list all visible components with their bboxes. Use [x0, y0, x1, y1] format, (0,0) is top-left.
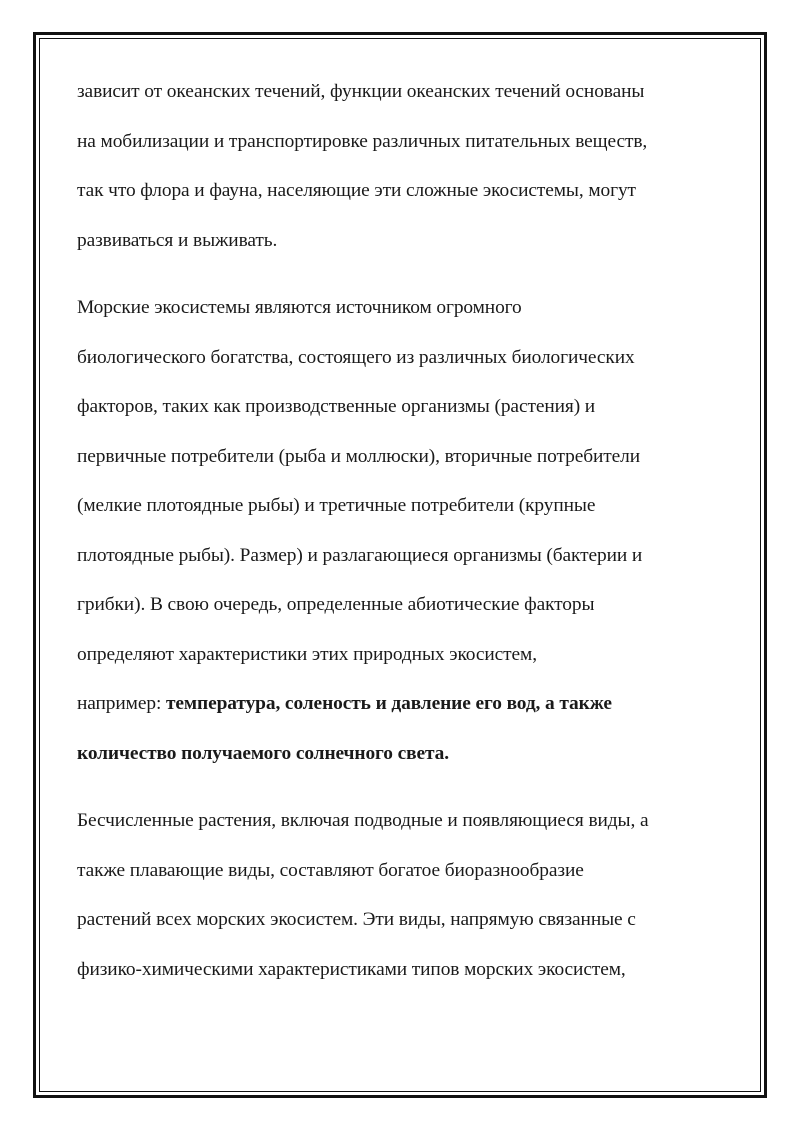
text-line: физико-химическими характеристиками типов морских экосистем,: [77, 958, 626, 980]
text-bold-part: температура, соленость и давление его вод, а также: [166, 693, 612, 714]
text-line: плотоядные рыбы). Размер) и разлагающиеся организмы (бактерии и: [77, 544, 643, 566]
document-body: [77, 67, 732, 1012]
text-line: также плавающие виды, составляют богатое биоразнообразие: [77, 859, 584, 881]
text-line: первичные потребители (рыба и моллюски), вторичные потребители: [77, 445, 640, 467]
paragraph-3: [77, 796, 732, 994]
text-line: биологического богатства, состоящего из различных биологических: [77, 346, 635, 368]
text-line: (мелкие плотоядные рыбы) и третичные потребители (крупные: [77, 495, 596, 516]
text-line: развиваться и выживать.: [77, 229, 278, 251]
text-line: зависит от океанских течений, функции океанских течений основаны: [77, 81, 645, 102]
text-line: на мобилизации и транспортировке различных питательных веществ,: [77, 130, 648, 152]
mixed-text-line: [77, 679, 732, 729]
text-normal-part: например:: [77, 693, 166, 714]
text-line: Бесчисленные растения, включая подводные и появляющиеся виды, а: [77, 810, 649, 831]
text-line: определяют характеристики этих природных экосистем,: [77, 643, 537, 665]
text-line: Морские экосистемы являются источником огромного: [77, 297, 522, 318]
paragraph-1: [77, 67, 732, 265]
text-line: грибки). В свою очередь, определенные абиотические факторы: [77, 594, 595, 615]
paragraph-2: [77, 283, 732, 778]
bold-text-line: количество получаемого солнечного света.: [77, 742, 450, 764]
text-line: факторов, таких как производственные организмы (растения) и: [77, 396, 596, 417]
text-line: растений всех морских экосистем. Эти виды, напрямую связанные с: [77, 909, 636, 930]
text-line: так что флора и фауна, населяющие эти сложные экосистемы, могут: [77, 180, 636, 201]
